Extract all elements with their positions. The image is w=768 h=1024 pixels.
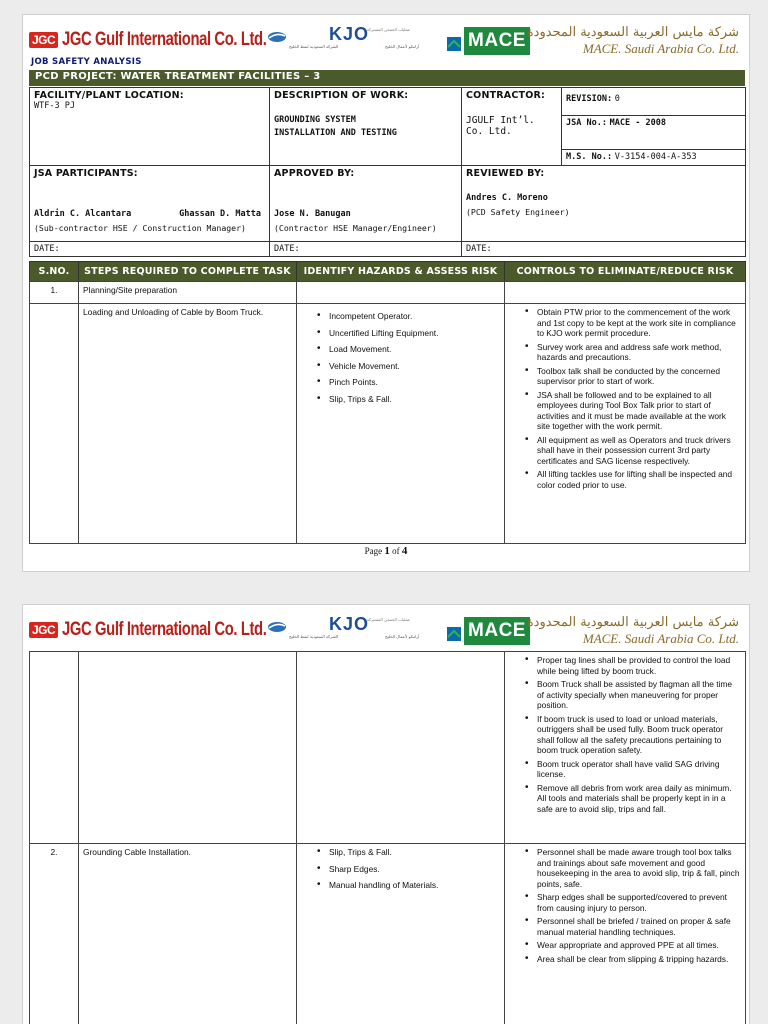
control-item: • Personnel shall be briefed / trained on proper & safe manual material handling techniques. (537, 916, 741, 937)
kjo-wordmark: KJO (329, 24, 370, 44)
reviewed-role: (PCD Safety Engineer) (466, 207, 570, 217)
control-item: • All lifting tackles use for lifting shall be inspected and color coded prior to use. (537, 469, 741, 490)
row1b-hazards (297, 304, 505, 544)
approved-role: (Contractor HSE Manager/Engineer) (274, 223, 437, 233)
mace-logo: MACE (464, 617, 530, 645)
page-total: 4 (401, 545, 408, 557)
kjo-subtitle-left: الشركة السعودية لنفط الخليج (289, 44, 339, 49)
reviewed-cell (462, 166, 746, 242)
jgc-logo-mark: JGC (29, 32, 58, 48)
control-item: • Survey work area and address safe work method, hazards and precautions. (537, 342, 741, 363)
of-word: of (392, 546, 400, 556)
control-item: • Boom truck operator shall have valid SAG driving license. (537, 759, 741, 780)
document-page-1 (22, 14, 750, 572)
control-item: • Boom Truck shall be assisted by flagman all the time of activity specially when maneuvering for proper position. (537, 679, 741, 711)
facility-value: WTF-3 PJ (34, 101, 75, 111)
page-header (23, 15, 749, 57)
col-header-steps: STEPS REQUIRED TO COMPLETE TASK (79, 262, 297, 282)
cont-step (79, 652, 297, 844)
table-row (30, 282, 746, 304)
hazard-item: • Uncertified Lifting Equipment. (329, 328, 500, 339)
participants-cell (30, 166, 270, 242)
steps-table-header (29, 261, 745, 282)
kjo-swoosh-icon (267, 620, 287, 634)
row2-controls (505, 844, 746, 1024)
jgc-company-name: JGC Gulf International Co. Ltd. (62, 619, 267, 640)
description-line-1: GROUNDING SYSTEM (274, 115, 356, 125)
participants-label: JSA PARTICIPANTS: (34, 168, 138, 179)
mace-english-name: MACE. Saudi Arabia Co. Ltd. (582, 41, 739, 56)
jsa-no-value: MACE - 2008 (609, 118, 666, 128)
hazard-item: • Load Movement. (329, 344, 500, 355)
reviewed-label: REVIEWED BY: (466, 168, 545, 179)
revision-label: REVISION: (566, 94, 613, 104)
row1b-sno (30, 304, 79, 544)
col-header-sno: S.NO. (30, 262, 79, 282)
document-page-2 (22, 604, 750, 1024)
control-item: • Toolbox talk shall be conducted by the concerned supervisor prior to start of work. (537, 366, 741, 387)
ms-no-value: V-3154-004-A-353 (614, 152, 697, 162)
page-word: Page (364, 546, 383, 556)
control-item: • JSA shall be followed and to be explained to all employees during Tool Box Talk prior to start of activities and it must be made available at the work site together with the work permit. (537, 390, 741, 432)
mace-arabic-name: شركة مايس العربية السعودية المحدودة (526, 615, 739, 630)
jsa-title: JOB SAFETY ANALYSIS (31, 57, 142, 67)
hazard-item: • Manual handling of Materials. (329, 880, 500, 891)
contractor-label: CONTRACTOR: (466, 90, 545, 101)
row1b-step: Loading and Unloading of Cable by Boom Truck. (79, 304, 297, 544)
project-info-grid (29, 87, 745, 257)
reviewed-name: Andres C. Moreno (466, 193, 548, 203)
jgc-company-name: JGC Gulf International Co. Ltd. (62, 29, 267, 50)
date-cell-participants: DATE: (30, 242, 270, 257)
hazard-item: • Sharp Edges. (329, 864, 500, 875)
kjo-logo (267, 24, 443, 52)
participant-1: Aldrin C. Alcantara (34, 209, 132, 219)
date-cell-approved: DATE: (270, 242, 462, 257)
jsa-no-label: JSA No.: (566, 118, 607, 128)
participants-names (34, 209, 265, 219)
kjo-subtitle-right: أرامكو لأعمال الخليج (385, 634, 420, 639)
page-header (23, 605, 749, 647)
page-number (23, 545, 749, 557)
revision-value: 0 (614, 94, 620, 104)
row1b-controls (505, 304, 746, 544)
control-item: • Proper tag lines shall be provided to control the load while being lifted by boom truck. (537, 655, 741, 676)
contractor-value: JGULF Int’l. Co. Ltd. (466, 115, 535, 137)
table-row (30, 652, 746, 844)
hazard-item: • Vehicle Movement. (329, 361, 500, 372)
steps-table-continued (29, 651, 745, 1024)
description-line-2: INSTALLATION AND TESTING (274, 128, 397, 138)
mace-arabic-name: شركة مايس العربية السعودية المحدودة (526, 25, 739, 40)
ms-no-cell (562, 150, 746, 166)
control-item: • Wear appropriate and approved PPE at all times. (537, 940, 741, 951)
description-cell (270, 88, 462, 166)
mace-logo: MACE (464, 27, 530, 55)
hazard-item: • Pinch Points. (329, 377, 500, 388)
kjo-wordmark: KJO (329, 614, 370, 634)
row2-hazards (297, 844, 505, 1024)
hazard-item: • Incompetent Operator. (329, 311, 500, 322)
page-current: 1 (384, 545, 390, 557)
row1-sno: 1. (30, 282, 79, 304)
cont-controls (505, 652, 746, 844)
row1-hazards (297, 282, 505, 304)
row1-step: Planning/Site preparation (79, 282, 297, 304)
col-header-hazards: IDENTIFY HAZARDS & ASSESS RISK (297, 262, 505, 282)
table-row (30, 304, 746, 544)
participant-role: (Sub-contractor HSE / Construction Manager) (34, 223, 246, 233)
aramco-icon (447, 627, 461, 641)
kjo-tagline: عمليات الخفجي المشتركة (367, 617, 411, 622)
steps-table (29, 281, 745, 544)
contractor-cell (462, 88, 562, 166)
mace-english-name: MACE. Saudi Arabia Co. Ltd. (582, 631, 739, 646)
project-title-bar: PCD PROJECT: WATER TREATMENT FACILITIES – 3 (29, 70, 745, 86)
row1-controls (505, 282, 746, 304)
kjo-logo (267, 614, 443, 642)
control-item: • If boom truck is used to load or unload materials, outriggers shall be used fully. Boom truck operator shall follow all the safety precautions pertaining to boom truck operation safety. (537, 714, 741, 756)
col-header-controls: CONTROLS TO ELIMINATE/REDUCE RISK (505, 262, 746, 282)
row2-step: Grounding Cable Installation. (79, 844, 297, 1024)
date-cell-reviewed: DATE: (462, 242, 746, 257)
approved-cell (270, 166, 462, 242)
control-item: • All equipment as well as Operators and truck drivers shall have in their possession current 3rd party certificates and SAG license respectively. (537, 435, 741, 467)
control-item: • Personnel shall be made aware trough tool box talks and trainings about safe movement and good housekeeping in the area to avoid slip, trip & fall, pinch points, safe. (537, 847, 741, 889)
kjo-swoosh-icon (267, 30, 287, 44)
row2-sno: 2. (30, 844, 79, 1024)
revision-cell (562, 88, 746, 116)
participant-2: Ghassan D. Matta (179, 209, 261, 219)
aramco-icon (447, 37, 461, 51)
hazard-item: • Slip, Trips & Fall. (329, 847, 500, 858)
facility-label: FACILITY/PLANT LOCATION: (34, 90, 184, 101)
table-row (30, 844, 746, 1024)
kjo-subtitle-left: الشركة السعودية لنفط الخليج (289, 634, 339, 639)
jgc-logo-mark: JGC (29, 622, 58, 638)
control-item: • Sharp edges shall be supported/covered to prevent from causing injury to person. (537, 892, 741, 913)
approved-label: APPROVED BY: (274, 168, 355, 179)
facility-cell (30, 88, 270, 166)
description-label: DESCRIPTION OF WORK: (274, 90, 409, 101)
kjo-tagline: عمليات الخفجي المشتركة (367, 27, 411, 32)
hazard-item: • Slip, Trips & Fall. (329, 394, 500, 405)
cont-sno (30, 652, 79, 844)
control-item: • Obtain PTW prior to the commencement of the work and 1st copy to be kept at the work site in compliance to KJO work permit procedure. (537, 307, 741, 339)
jsa-no-cell (562, 116, 746, 150)
ms-no-label: M.S. No.: (566, 152, 613, 162)
approved-name: Jose N. Banugan (274, 209, 351, 219)
cont-hazards (297, 652, 505, 844)
control-item: • Remove all debris from work area daily as minimum. All tools and materials shall be properly kept in in a safe are to avoid slip, trips and fall. (537, 783, 741, 815)
kjo-subtitle-right: أرامكو لأعمال الخليج (385, 44, 420, 49)
control-item: • Area shall be clear from slipping & tripping hazards. (537, 954, 741, 965)
